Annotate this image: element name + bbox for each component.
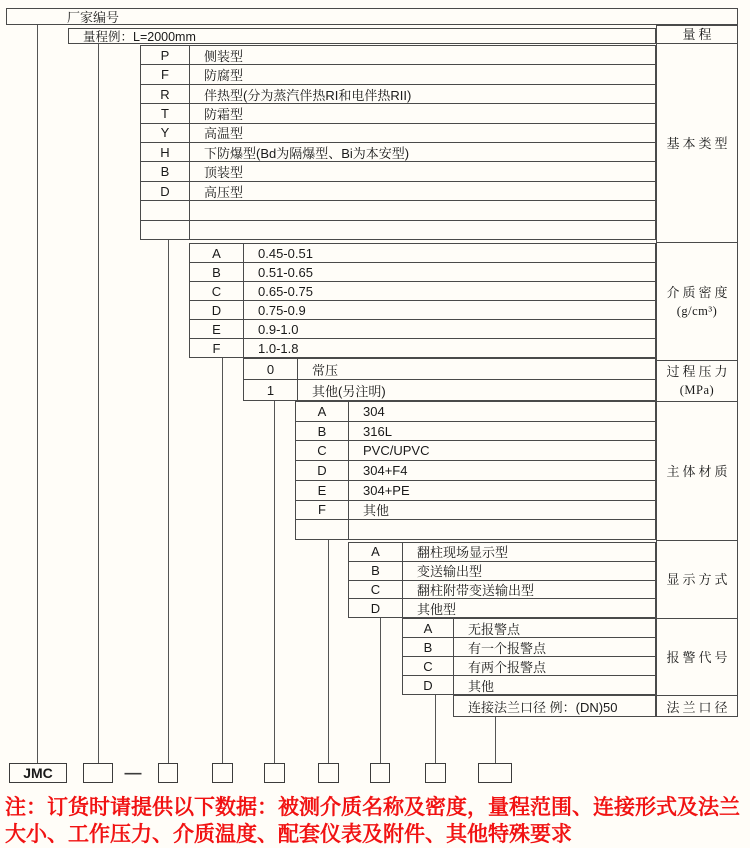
description-cell: 304 bbox=[363, 403, 385, 419]
code-cell: F bbox=[141, 65, 190, 83]
model-code-box bbox=[212, 763, 233, 783]
table-row bbox=[349, 599, 655, 617]
table-row bbox=[296, 402, 655, 422]
code-cell: H bbox=[141, 143, 190, 161]
description-cell bbox=[349, 520, 655, 539]
description-cell: 高压型 bbox=[204, 184, 244, 200]
description-cell: 有一个报警点 bbox=[468, 640, 547, 656]
model-code-box bbox=[318, 763, 339, 783]
selection-table-alarm_code bbox=[402, 618, 656, 695]
selection-table-medium_density bbox=[189, 243, 656, 358]
model-code-box bbox=[264, 763, 285, 783]
code-cell bbox=[296, 520, 349, 539]
model-code-box bbox=[370, 763, 390, 783]
table-row bbox=[296, 441, 655, 461]
category-label-body_material-text: 主体材质 bbox=[666, 463, 731, 479]
model-code-separator: — bbox=[124, 763, 142, 782]
code-cell: B bbox=[296, 422, 349, 441]
range-example-label: 量程例：L=2000mm bbox=[83, 30, 196, 44]
code-cell: A bbox=[190, 244, 244, 262]
description-cell: 其他(另注明) bbox=[312, 383, 386, 399]
table-row bbox=[141, 201, 655, 220]
category-label-flange_size-text: 法兰口径 bbox=[666, 699, 731, 715]
description-cell: 下防爆型(Bd为隔爆型、Bi为本安型) bbox=[204, 145, 410, 161]
code-cell: B bbox=[141, 162, 190, 180]
code-cell: A bbox=[403, 619, 454, 637]
description-cell: 0.75-0.9 bbox=[258, 302, 306, 318]
code-cell bbox=[141, 201, 190, 219]
connector-line bbox=[495, 717, 496, 763]
table-row bbox=[349, 581, 655, 600]
table-row bbox=[141, 46, 655, 65]
code-cell: 0 bbox=[244, 359, 298, 379]
manufacturer-number-label: 厂家编号 bbox=[67, 10, 120, 25]
code-cell: B bbox=[403, 638, 454, 656]
category-label-range-text: 量程 bbox=[682, 27, 715, 42]
table-row bbox=[296, 520, 655, 539]
table-row bbox=[403, 657, 655, 676]
description-cell: 304+F4 bbox=[363, 463, 408, 479]
connector-line bbox=[274, 401, 275, 763]
code-cell: E bbox=[296, 481, 349, 500]
table-row bbox=[296, 481, 655, 501]
category-label-display_mode bbox=[657, 541, 737, 619]
description-cell: PVC/UPVC bbox=[363, 443, 430, 459]
selection-table-body_material bbox=[295, 401, 656, 540]
table-row bbox=[190, 339, 655, 357]
table-row bbox=[190, 320, 655, 339]
code-cell: F bbox=[190, 339, 244, 357]
code-cell: F bbox=[296, 501, 349, 520]
category-label-range bbox=[657, 26, 737, 44]
description-cell: 高温型 bbox=[204, 126, 244, 142]
code-cell: R bbox=[141, 85, 190, 103]
table-row bbox=[190, 301, 655, 320]
code-cell: 1 bbox=[244, 380, 298, 400]
description-cell bbox=[190, 201, 655, 219]
table-row bbox=[190, 263, 655, 282]
code-cell: C bbox=[349, 581, 403, 599]
category-label-alarm_code bbox=[657, 619, 737, 696]
description-cell: 侧装型 bbox=[204, 48, 244, 64]
category-label-process_pressure-unit: (MPa) bbox=[679, 383, 715, 397]
table-row bbox=[349, 562, 655, 581]
table-row bbox=[141, 124, 655, 143]
category-label-flange_size bbox=[657, 696, 737, 718]
connector-line bbox=[328, 540, 329, 763]
table-row bbox=[141, 65, 655, 84]
description-cell: 其他 bbox=[468, 678, 495, 694]
description-cell: 翻柱现场显示型 bbox=[417, 545, 509, 561]
code-cell: P bbox=[141, 46, 190, 64]
code-cell: D bbox=[141, 182, 190, 200]
code-cell: A bbox=[296, 402, 349, 421]
code-cell: C bbox=[296, 441, 349, 460]
model-code-box bbox=[478, 763, 512, 783]
category-label-body_material bbox=[657, 402, 737, 541]
selection-table-process_pressure bbox=[243, 358, 656, 401]
category-label-display_mode-text: 显示方式 bbox=[666, 572, 731, 587]
connector-line bbox=[168, 240, 169, 763]
description-cell: 防霜型 bbox=[204, 106, 244, 122]
table-row bbox=[296, 501, 655, 521]
description-cell: 316L bbox=[363, 423, 392, 439]
table-row bbox=[296, 461, 655, 481]
range-example-box bbox=[68, 28, 656, 44]
manufacturer-number-box bbox=[6, 8, 738, 25]
selection-table-flange_size bbox=[453, 695, 656, 717]
table-row bbox=[141, 143, 655, 162]
description-cell: 有两个报警点 bbox=[468, 659, 547, 675]
ordering-note: 注：订货时请提供以下数据：被测介质名称及密度，量程范围、连接形式及法兰大小、工作压力、介质温度、配套仪表及附件、其他特殊要求 bbox=[5, 796, 740, 846]
table-row bbox=[141, 104, 655, 123]
description-cell: 0.51-0.65 bbox=[258, 264, 313, 280]
description-cell: 防腐型 bbox=[204, 68, 244, 84]
table-row bbox=[141, 85, 655, 104]
description-cell: 伴热型(分为蒸汽伴热RI和电伴热RII) bbox=[204, 87, 412, 103]
code-cell: D bbox=[349, 599, 403, 617]
table-row bbox=[349, 543, 655, 562]
code-cell: D bbox=[403, 676, 454, 694]
model-code-box bbox=[83, 763, 113, 783]
model-code-box bbox=[158, 763, 178, 783]
code-cell: E bbox=[190, 320, 244, 338]
description-cell: 常压 bbox=[312, 362, 339, 378]
connector-line bbox=[37, 25, 38, 763]
category-label-medium_density-unit: (g/cm³) bbox=[676, 303, 718, 318]
code-cell: D bbox=[296, 461, 349, 480]
table-row bbox=[454, 696, 655, 716]
code-cell bbox=[141, 221, 190, 239]
connector-line bbox=[380, 618, 381, 763]
table-row bbox=[403, 619, 655, 638]
connector-line bbox=[98, 43, 99, 763]
category-label-process_pressure bbox=[657, 361, 737, 402]
description-cell: 变送输出型 bbox=[417, 564, 483, 580]
code-cell: C bbox=[190, 282, 244, 300]
table-row bbox=[244, 359, 655, 380]
model-code-box bbox=[425, 763, 446, 783]
selection-table-display_mode bbox=[348, 542, 656, 618]
category-label-basic_type-text: 基本类型 bbox=[666, 135, 731, 151]
description-cell: 0.65-0.75 bbox=[258, 283, 313, 299]
category-label-column bbox=[656, 25, 738, 717]
table-row bbox=[190, 244, 655, 263]
code-cell: B bbox=[190, 263, 244, 281]
connector-line bbox=[222, 358, 223, 763]
code-cell: B bbox=[349, 562, 403, 580]
code-cell: T bbox=[141, 104, 190, 122]
category-label-medium_density-text: 介质密度 bbox=[666, 284, 731, 300]
description-cell bbox=[190, 221, 655, 239]
category-label-basic_type bbox=[657, 44, 737, 243]
table-row bbox=[244, 380, 655, 400]
description-cell: 0.9-1.0 bbox=[258, 321, 299, 337]
description-cell: 其他 bbox=[363, 503, 390, 519]
table-row bbox=[141, 221, 655, 239]
description-cell: 顶装型 bbox=[204, 165, 244, 181]
description-cell: 翻柱附带变送输出型 bbox=[417, 582, 535, 598]
code-cell: A bbox=[349, 543, 403, 561]
description-cell: 无报警点 bbox=[468, 621, 521, 637]
description-cell: 其他型 bbox=[417, 601, 457, 617]
table-row bbox=[403, 676, 655, 694]
model-prefix-box: JMC bbox=[9, 763, 67, 783]
code-cell: C bbox=[403, 657, 454, 675]
table-row bbox=[190, 282, 655, 301]
description-cell: 连接法兰口径 例：(DN)50 bbox=[468, 699, 618, 715]
category-label-process_pressure-text: 过程压力 bbox=[666, 364, 731, 379]
category-label-alarm_code-text: 报警代号 bbox=[666, 649, 731, 665]
description-cell: 0.45-0.51 bbox=[258, 245, 313, 261]
table-row bbox=[403, 638, 655, 657]
code-cell: Y bbox=[141, 124, 190, 142]
table-row bbox=[141, 182, 655, 201]
description-cell: 1.0-1.8 bbox=[258, 340, 299, 356]
category-label-medium_density bbox=[657, 243, 737, 361]
description-cell: 304+PE bbox=[363, 482, 410, 498]
table-row bbox=[296, 422, 655, 442]
selection-table-basic_type bbox=[140, 45, 656, 240]
code-cell: D bbox=[190, 301, 244, 319]
table-row bbox=[141, 162, 655, 181]
connector-line bbox=[435, 695, 436, 763]
